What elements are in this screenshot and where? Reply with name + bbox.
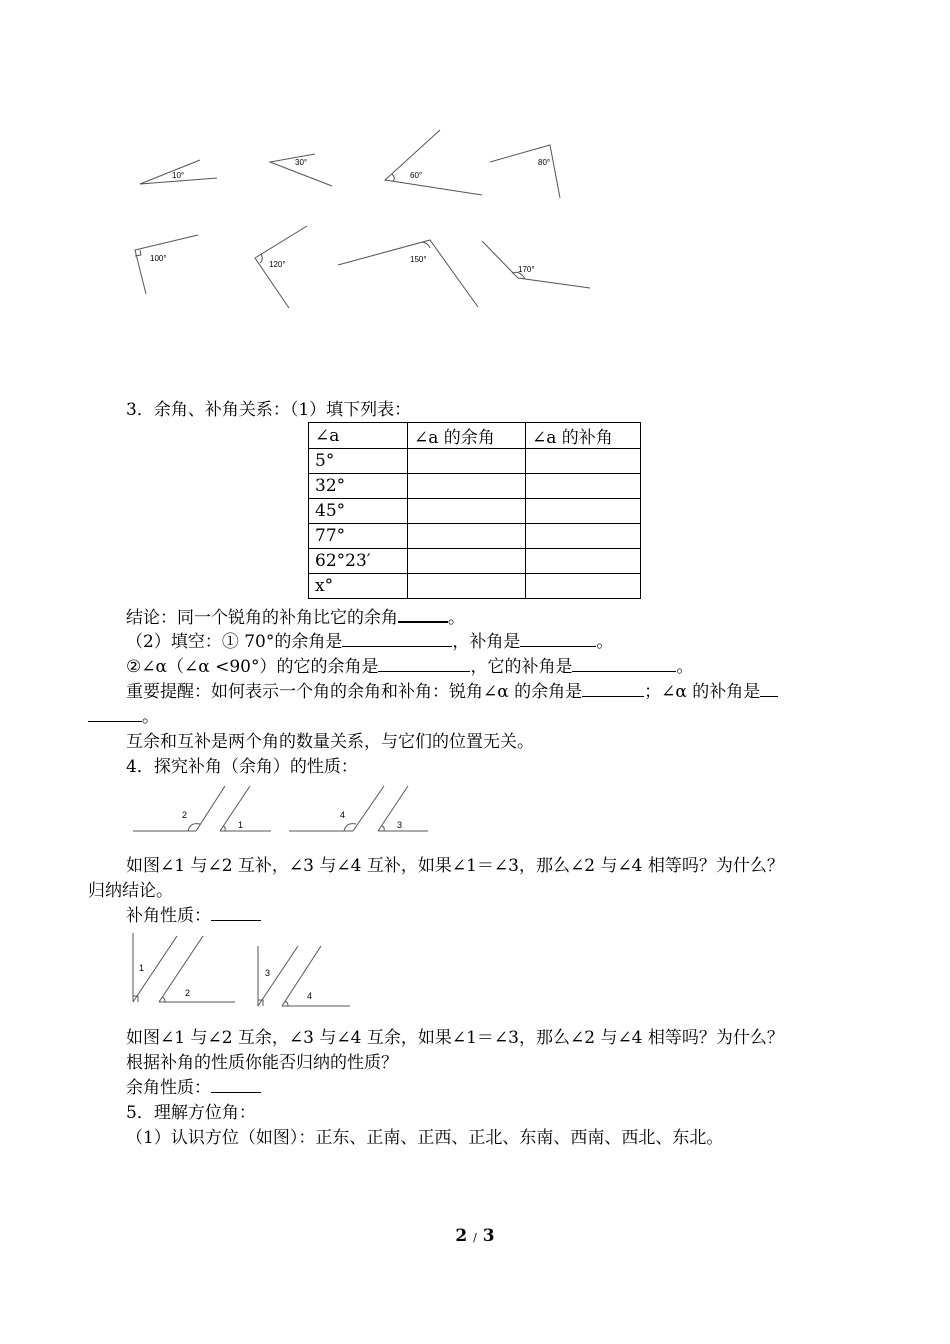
angle-label: 120° [269, 260, 286, 269]
table-header: ∠a 的余角 [408, 423, 526, 449]
supplement-property-line [126, 904, 261, 928]
angle-label: 100° [150, 254, 167, 263]
table-header: ∠a [309, 423, 408, 449]
supplement-cell[interactable] [526, 574, 641, 599]
angle-2-label: 2 [185, 988, 191, 998]
complement-property-blank[interactable] [211, 1076, 261, 1093]
question1-line1: 如图∠1 与∠2 互补，∠3 与∠4 互补，如果∠1＝∠3，那么∠2 与∠4 相等吗？为什么？ [126, 856, 784, 876]
complement-cell[interactable] [408, 549, 526, 574]
table-row [309, 499, 641, 524]
table-row [309, 449, 641, 474]
angle-label: 150° [410, 255, 427, 264]
complement-70-blank[interactable] [342, 630, 452, 647]
angle-label: 60° [410, 171, 423, 180]
conclusion-blank[interactable] [398, 605, 448, 623]
supplement-cell[interactable] [526, 449, 641, 474]
reminder-mid-text: ；∠α 的补角是 [644, 682, 761, 702]
angle-100 [135, 235, 198, 294]
angle-80 [490, 145, 560, 198]
page-number [0, 1226, 950, 1246]
table-row [309, 524, 641, 549]
item2-mid-text: ，它的补角是 [470, 657, 573, 677]
conclusion-text: 结论：同一个锐角的补角比它的余角 [126, 608, 398, 628]
fill-end: 。 [596, 632, 614, 652]
angle-30 [270, 154, 332, 186]
table-cell: 5° [309, 449, 408, 474]
table-row [309, 549, 641, 574]
angle-1-label: 1 [139, 963, 145, 973]
angle-figures [0, 0, 950, 330]
reminder-end: 。 [142, 707, 159, 727]
supplement-cell[interactable] [526, 524, 641, 549]
angle-10 [140, 160, 217, 184]
complement-cell[interactable] [408, 474, 526, 499]
fill-line [126, 630, 613, 654]
table-cell: 62°23′ [309, 549, 408, 574]
supplement-cell[interactable] [526, 474, 641, 499]
page-separator: / [473, 1231, 477, 1244]
table-cell: 77° [309, 524, 408, 549]
complement-cell[interactable] [408, 449, 526, 474]
table-header-row [309, 423, 641, 449]
reminder-supplement-blank-continued[interactable] [88, 705, 142, 722]
conclusion-end: 。 [448, 608, 465, 628]
supplement-cell[interactable] [526, 549, 641, 574]
supplement-property-label: 补角性质： [126, 906, 211, 926]
table-cell: 32° [309, 474, 408, 499]
angle-label: 80° [538, 158, 551, 167]
fill-text: （2）填空：① 70°的余角是 [126, 632, 343, 652]
angle-3-label: 3 [265, 968, 271, 978]
angle-label: 170° [518, 265, 535, 274]
supplement-property-blank[interactable] [211, 904, 261, 921]
angle-label: 30° [295, 158, 308, 167]
question1-line2: 归纳结论。 [88, 881, 173, 901]
complementary-figure [125, 930, 385, 1015]
complement-property-line [126, 1076, 261, 1100]
angle-120 [255, 226, 307, 308]
fill-mid-text: ，补角是 [452, 632, 521, 652]
supplement-cell[interactable] [526, 499, 641, 524]
question2-line2: 根据补角的性质你能否归纳的性质？ [126, 1053, 398, 1073]
total-pages: 3 [482, 1226, 495, 1246]
complement-property-label: 余角性质： [126, 1078, 211, 1098]
table-header: ∠a 的补角 [526, 423, 641, 449]
complement-alpha-blank[interactable] [378, 655, 470, 672]
reminder-supplement-blank[interactable] [760, 680, 778, 697]
angle-2-label: 2 [182, 810, 188, 820]
angle-4-label: 4 [340, 810, 346, 820]
item2-end: 。 [676, 657, 694, 677]
table-cell: x° [309, 574, 408, 599]
angle-3-label: 3 [397, 820, 403, 830]
reminder-line [126, 680, 778, 704]
supplementary-figure [128, 782, 448, 842]
table-row [309, 474, 641, 499]
table-cell: 45° [309, 499, 408, 524]
section4-heading: 4．探究补角（余角）的性质： [126, 757, 358, 777]
question2-line1: 如图∠1 与∠2 互余，∠3 与∠4 互余，如果∠1＝∠3，那么∠2 与∠4 相等吗？为什么？ [126, 1028, 784, 1048]
item2-text: ②∠α（∠α <90°）的它的余角是 [126, 657, 379, 677]
current-page: 2 [455, 1226, 468, 1246]
reminder-complement-blank[interactable] [582, 680, 644, 697]
angle-60 [385, 130, 482, 195]
angle-170 [482, 241, 590, 288]
supplement-alpha-blank[interactable] [572, 655, 676, 672]
section5-item1: （1）认识方位（如图）：正东、正南、正西、正北、东南、西南、西北、东北。 [126, 1128, 724, 1148]
complement-cell[interactable] [408, 574, 526, 599]
angle-4-label: 4 [307, 991, 313, 1001]
complement-cell[interactable] [408, 524, 526, 549]
complement-cell[interactable] [408, 499, 526, 524]
section3-heading: 3．余角、补角关系：（1）填下列表： [126, 400, 412, 420]
angle-label: 10° [172, 171, 185, 180]
reminder-continued [88, 705, 159, 729]
conclusion-line [126, 605, 465, 630]
section5-heading: 5．理解方位角： [126, 1103, 256, 1123]
angle-150 [338, 240, 478, 307]
item2-line [126, 655, 693, 679]
table-row [309, 574, 641, 599]
reminder-text: 重要提醒：如何表示一个角的余角和补角：锐角∠α 的余角是 [126, 682, 583, 702]
angle-table [308, 422, 641, 599]
angle-1-label: 1 [238, 820, 244, 830]
supplement-70-blank[interactable] [520, 630, 596, 647]
note-line: 互余和互补是两个角的数量关系，与它们的位置无关。 [126, 732, 534, 752]
